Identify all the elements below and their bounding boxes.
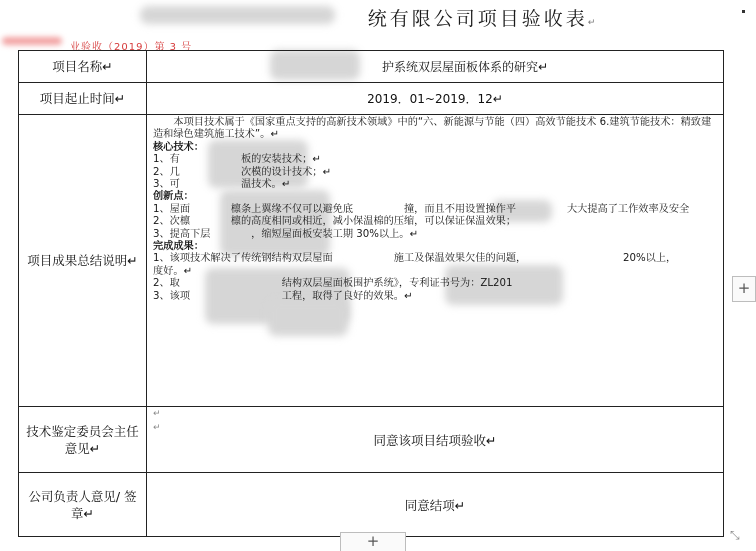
redacted-doc-prefix <box>2 37 62 45</box>
label-summary: 项目成果总结说明↵ <box>19 115 147 407</box>
summary-core-item: 2、几 次模的设计技术；↵ <box>153 166 332 178</box>
paragraph-mark: ↵ <box>153 409 161 419</box>
document-title: 统有限公司项目验收表↵ <box>367 8 599 30</box>
label-period: 项目起止时间↵ <box>19 83 147 115</box>
acceptance-table <box>18 50 724 537</box>
summary-innovation-item: 2、次檩 檩的高度相同或相近，减小保温棉的压缩，可以保证保温效果； <box>153 216 517 228</box>
add-column-button[interactable]: + <box>732 276 756 302</box>
table-row-summary <box>19 115 724 407</box>
resize-handle-icon[interactable]: ⤡ <box>730 528 740 542</box>
summary-core-item: 3、可 温技术。↵ <box>153 179 291 191</box>
table-row-manager <box>19 473 724 537</box>
table-row-period <box>19 83 724 115</box>
summary-innovation-item: 1、屋面 檩条上翼缘不仅可以避免底 撞，而且不用设置操作平 大大提高了工作效率及安全 <box>153 203 690 215</box>
summary-core-item: 1、有 板的安装技术；↵ <box>153 154 321 166</box>
label-manager: 公司负责人意见/ 签章↵ <box>19 473 147 537</box>
summary-innovation-item: 3、提高下层 ，缩短屋面板安装工期 30%以上。↵ <box>153 228 419 240</box>
summary-result-head: 完成成果： <box>153 241 204 253</box>
paragraph-mark: ↵ <box>153 423 161 433</box>
summary-core-head: 核心技术： <box>153 141 204 153</box>
summary-innovation-head: 创新点： <box>153 191 194 203</box>
summary-result-item: 2、取 结构双层屋面板围护系统》，专利证书号为：ZL201 <box>153 278 513 290</box>
summary-result-item: 1、该项技术解决了传统钢结构双层屋面 施工及保温效果欠佳的问题， 20%以上， 度好。↵ <box>153 253 712 277</box>
value-project-name[interactable]: 护系统双层屋面板体系的研究↵ <box>147 51 724 83</box>
value-period[interactable]: 2019．01~2019．12↵ <box>147 83 724 115</box>
table-row-committee <box>19 407 724 473</box>
add-row-button[interactable]: + <box>340 532 406 551</box>
value-manager[interactable]: 同意结项↵ <box>147 473 724 537</box>
summary-intro: 本项目技术属于《国家重点支持的高新技术领域》中的“六、新能源与节能（四）高效节能技术 6.建筑节能技术：精致建造和绿色建筑施工技术”。↵ <box>153 117 712 141</box>
summary-result-item: 3、该项 工程，取得了良好的效果。↵ <box>153 290 413 302</box>
label-project-name: 项目名称↵ <box>19 51 147 83</box>
table-row-project-name <box>19 51 724 83</box>
label-committee: 技术鉴定委员会主任意见↵ <box>19 407 147 473</box>
value-committee[interactable]: ↵ ↵ 同意该项目结项验收↵ <box>147 407 724 473</box>
summary-cell[interactable] <box>147 115 724 407</box>
document-number: 业验收（2019）第 3 号 <box>70 42 193 53</box>
